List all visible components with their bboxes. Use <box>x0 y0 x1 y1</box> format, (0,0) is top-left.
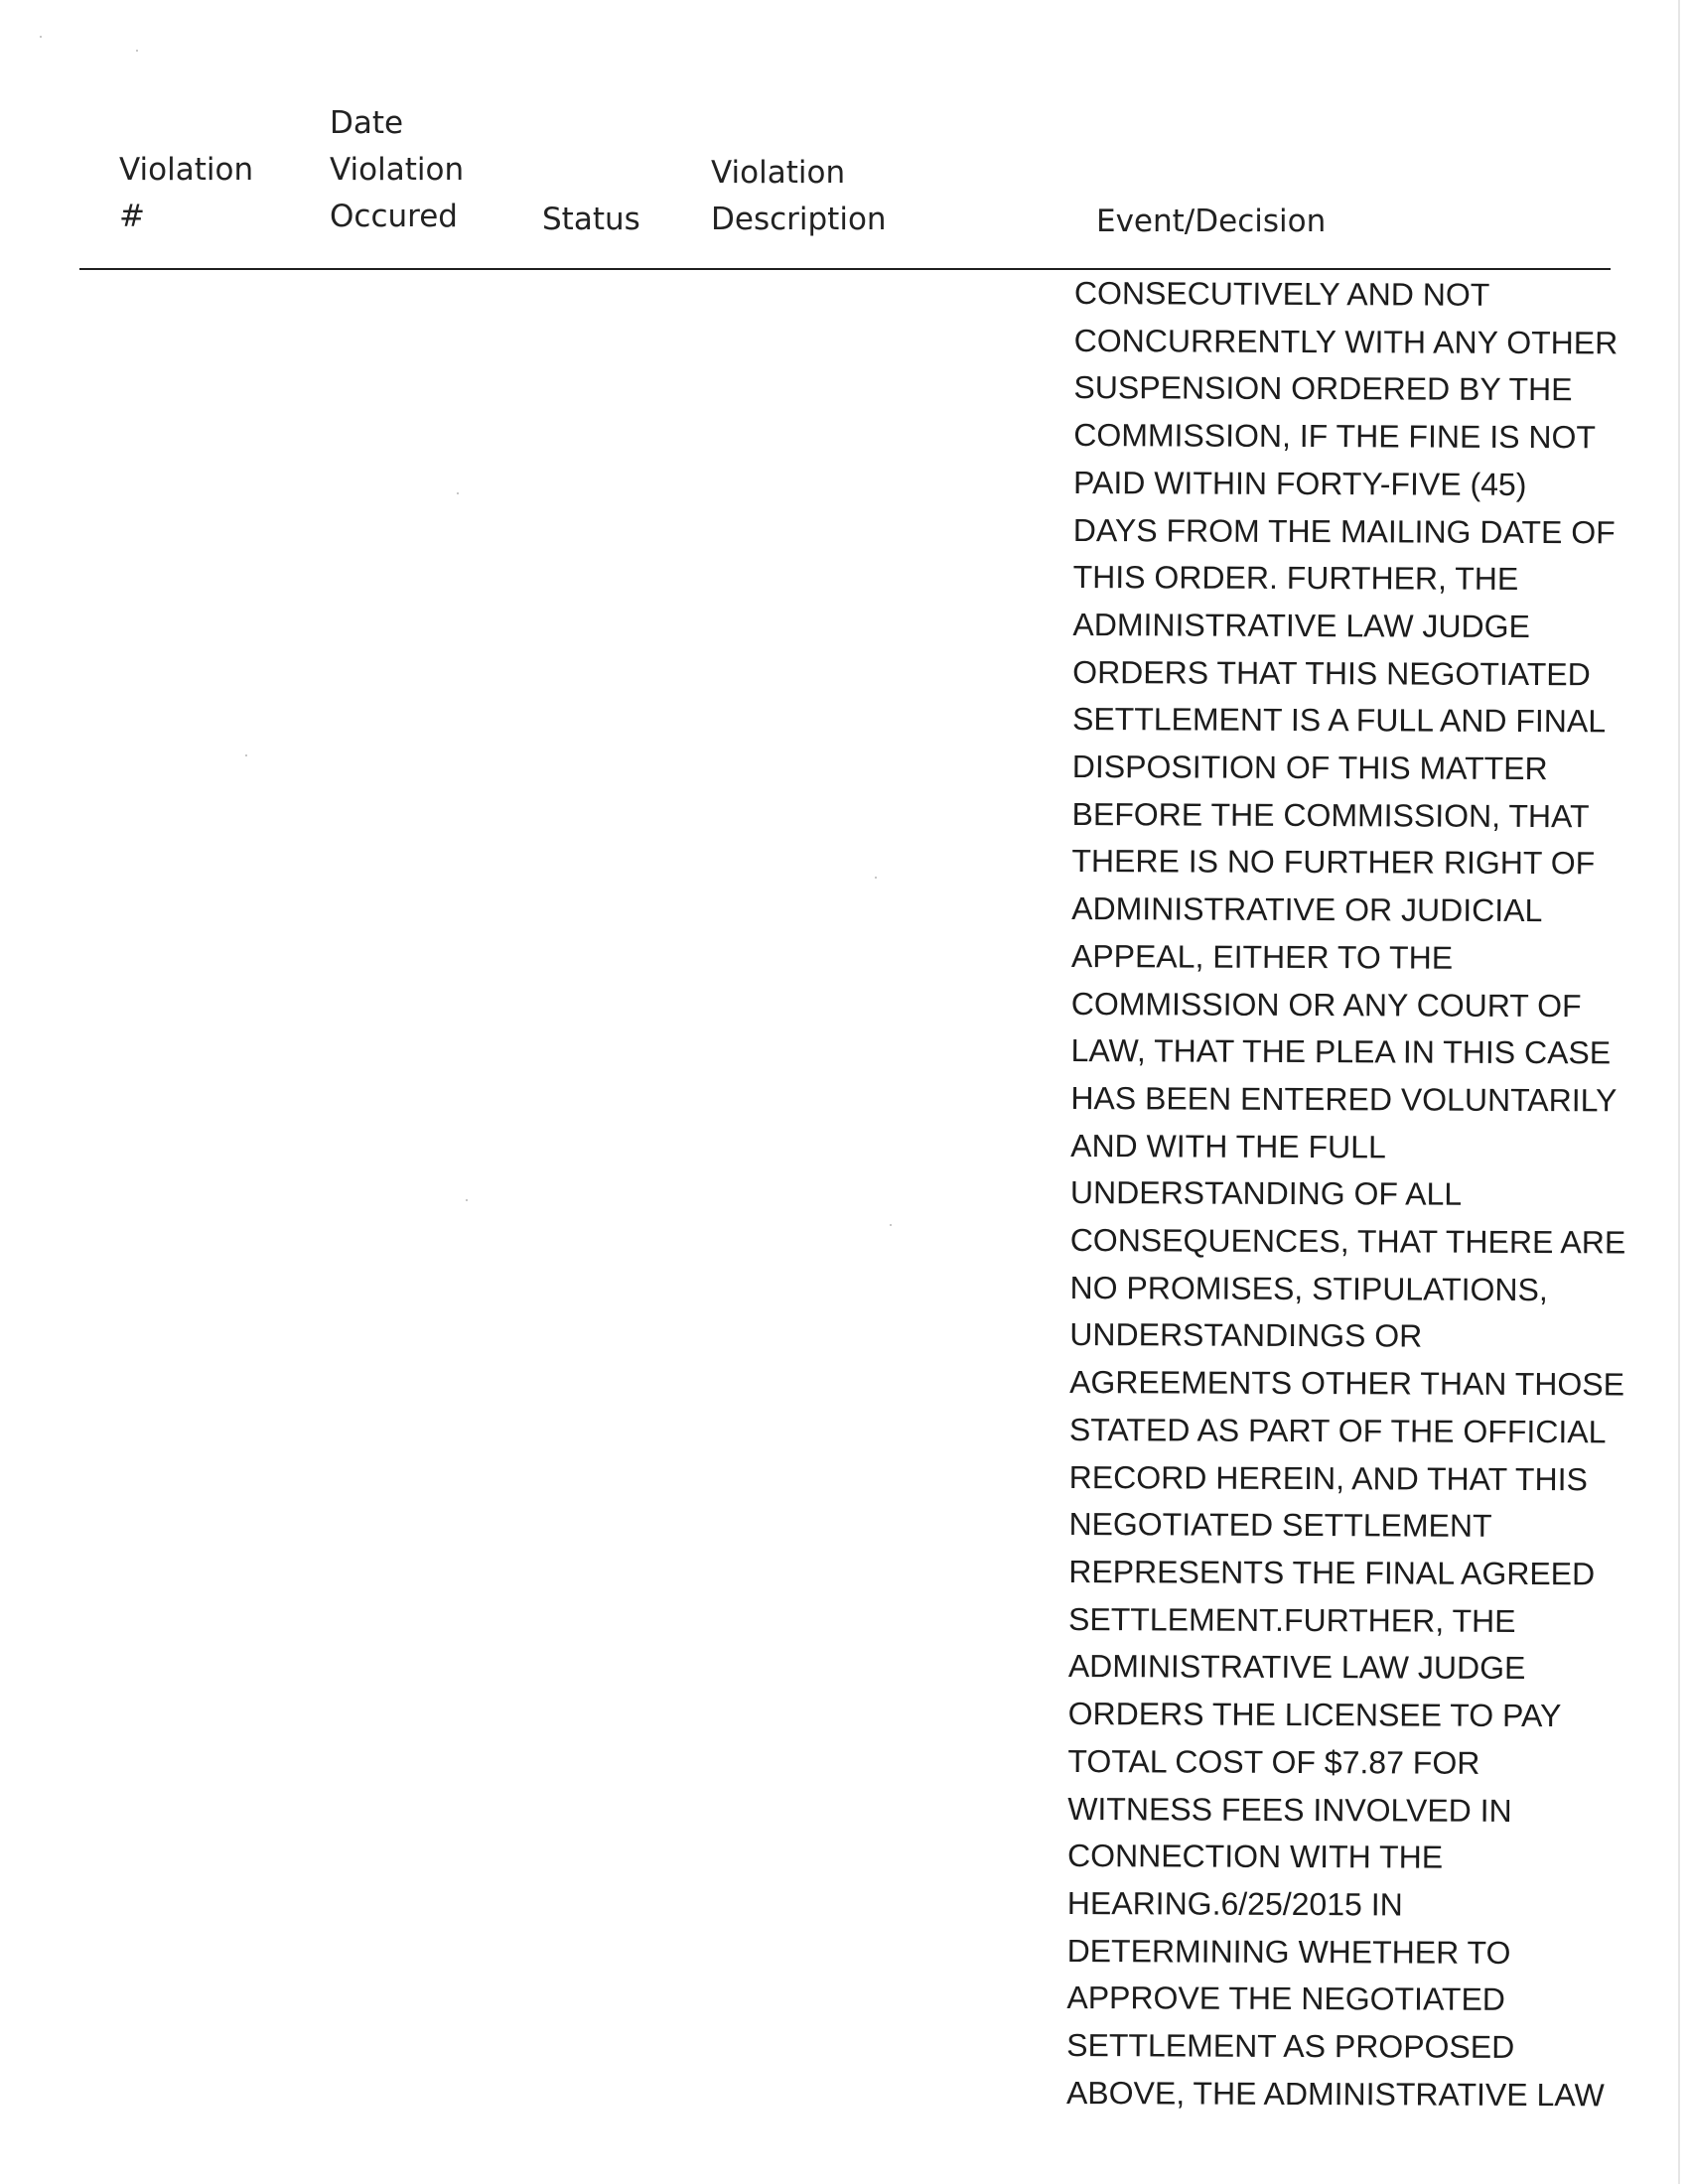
event-decision-line: CONCURRENTLY WITH ANY OTHER <box>1073 322 1618 361</box>
event-decision-line: STATED AS PART OF THE OFFICIAL <box>1068 1411 1607 1450</box>
event-decision-line: SUSPENSION ORDERED BY THE <box>1073 369 1573 408</box>
event-decision-line: DISPOSITION OF THIS MATTER <box>1071 749 1548 787</box>
column-header-violation-description <box>711 150 887 243</box>
event-decision-line: PAID WITHIN FORTY-FIVE (45) <box>1072 464 1527 502</box>
event-decision-line: ABOVE, THE ADMINISTRATIVE LAW <box>1065 2074 1605 2114</box>
column-header-line: Description <box>711 202 887 237</box>
event-decision-line: BEFORE THE COMMISSION, THAT <box>1071 795 1590 835</box>
event-decision-line: UNDERSTANDINGS OR <box>1069 1316 1423 1355</box>
event-decision-line: WITNESS FEES INVOLVED IN <box>1067 1790 1512 1829</box>
event-decision-line: APPEAL, EITHER TO THE <box>1070 937 1454 976</box>
column-header-line: Event/Decision <box>1096 204 1327 239</box>
scan-speck <box>875 877 877 879</box>
column-header-line: Violation <box>711 155 846 191</box>
event-decision-line: SETTLEMENT IS A FULL AND FINAL <box>1071 701 1607 740</box>
scan-speck <box>457 492 459 494</box>
event-decision-line: TOTAL COST OF $7.87 FOR <box>1067 1742 1480 1781</box>
event-decision-line: THIS ORDER. FURTHER, THE <box>1072 559 1519 598</box>
event-decision-line: ADMINISTRATIVE OR JUDICIAL <box>1071 890 1543 929</box>
event-decision-line: SETTLEMENT AS PROPOSED <box>1066 2026 1515 2065</box>
column-header-status <box>542 197 640 243</box>
event-decision-line: DAYS FROM THE MAILING DATE OF <box>1072 511 1616 550</box>
event-decision-line: NO PROMISES, STIPULATIONS, <box>1069 1269 1548 1307</box>
column-header-date-violation-occured <box>330 100 464 240</box>
event-decision-line: UNDERSTANDING OF ALL <box>1069 1174 1463 1213</box>
event-decision-line: COMMISSION OR ANY COURT OF <box>1070 985 1582 1024</box>
event-decision-line: ADMINISTRATIVE LAW JUDGE <box>1067 1648 1526 1687</box>
scan-speck <box>466 1199 468 1201</box>
event-decision-line: RECORD HEREIN, AND THAT THIS <box>1068 1458 1588 1497</box>
scan-speck <box>245 754 247 756</box>
header-divider <box>79 268 1611 270</box>
table-header <box>0 0 1688 268</box>
event-decision-line: HAS BEEN ENTERED VOLUNTARILY <box>1070 1079 1618 1119</box>
column-header-line: Occured <box>330 199 458 234</box>
event-decision-line: THERE IS NO FURTHER RIGHT OF <box>1071 843 1596 882</box>
event-decision-line: CONSEQUENCES, THAT THERE ARE <box>1069 1222 1626 1261</box>
event-decision-line: HEARING.6/25/2015 IN <box>1066 1884 1403 1923</box>
event-decision-cell <box>1065 270 1626 2119</box>
scan-edge <box>1678 0 1680 2184</box>
event-decision-line: APPROVE THE NEGOTIATED <box>1066 1979 1506 2018</box>
event-decision-line: NEGOTIATED SETTLEMENT <box>1068 1506 1492 1545</box>
event-decision-line: DETERMINING WHETHER TO <box>1066 1932 1511 1971</box>
event-decision-line: REPRESENTS THE FINAL AGREED <box>1068 1553 1596 1592</box>
column-header-line: # <box>119 199 145 234</box>
scan-speck <box>890 1224 892 1226</box>
event-decision-line: AGREEMENTS OTHER THAN THOSE <box>1069 1364 1625 1403</box>
event-decision-line: CONNECTION WITH THE <box>1066 1838 1444 1875</box>
event-decision-line: ADMINISTRATIVE LAW JUDGE <box>1072 606 1531 644</box>
event-decision-line: CONSECUTIVELY AND NOT <box>1073 274 1490 313</box>
column-header-line: Violation <box>330 152 465 188</box>
event-decision-line: ORDERS THE LICENSEE TO PAY <box>1067 1696 1562 1734</box>
column-header-line: Violation <box>119 152 254 188</box>
column-header-line: Date <box>330 105 404 141</box>
event-decision-line: SETTLEMENT.FURTHER, THE <box>1067 1600 1516 1639</box>
event-decision-line: LAW, THAT THE PLEA IN THIS CASE <box>1070 1032 1612 1071</box>
event-decision-line: COMMISSION, IF THE FINE IS NOT <box>1073 417 1597 456</box>
event-decision-line: AND WITH THE FULL <box>1070 1127 1386 1165</box>
event-decision-line: ORDERS THAT THIS NEGOTIATED <box>1072 653 1591 692</box>
column-header-line: Status <box>542 202 640 237</box>
column-header-event-decision <box>1096 199 1326 245</box>
column-header-violation-number <box>119 147 253 240</box>
